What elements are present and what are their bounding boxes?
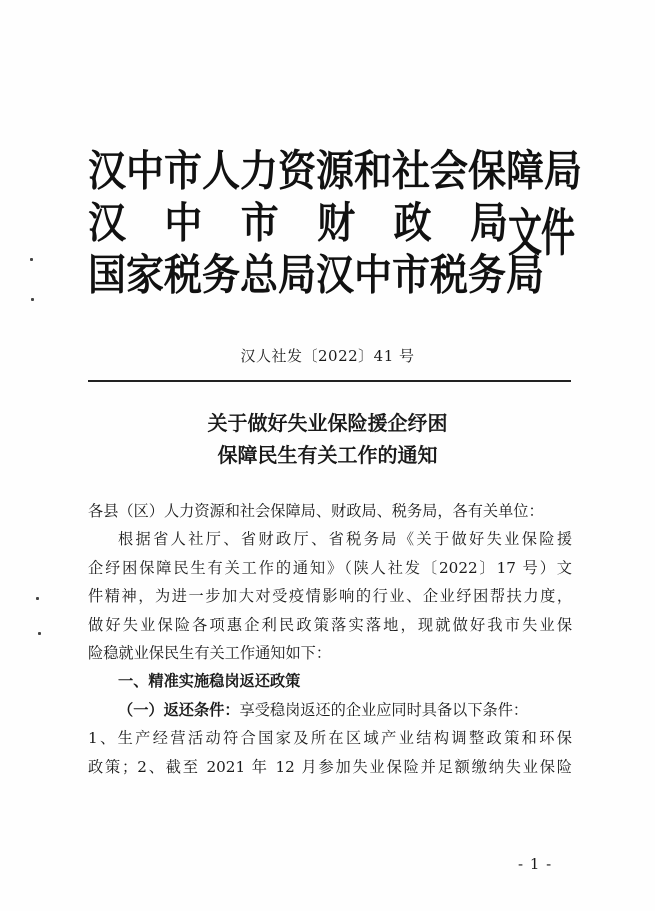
body-line: 做好失业保险各项惠企利民政策落实落地，现就做好我市失业保 — [88, 615, 572, 634]
issuer-char: 市 — [240, 198, 279, 248]
document-number: 汉人社发〔2022〕41 号 — [240, 347, 415, 365]
body-line: 根据省人社厅、省财政厅、省税务局《关于做好失业保险援 — [118, 530, 572, 549]
scan-speck — [30, 258, 33, 261]
issuer-char: 中 — [164, 198, 203, 248]
section-heading: 一、精准实施稳岗返还政策 — [118, 672, 301, 691]
issuer-char: 汉 — [88, 198, 127, 248]
body-line: 1、生产经营活动符合国家及所在区域产业结构调整政策和环保 — [88, 729, 572, 748]
header-divider — [88, 380, 571, 382]
item-label: （一）返还条件： — [118, 700, 240, 719]
body-line: 政策；2、截至 2021 年 12 月参加失业保险并足额缴纳失业保险 — [88, 757, 572, 776]
body-line: 企纾困保障民生有关工作的通知》（陕人社发〔2022〕17 号）文 — [88, 558, 572, 577]
body-line: 件精神，为进一步加大对受疫情影响的行业、企业纾困帮扶力度， — [88, 587, 572, 606]
item-line — [88, 696, 572, 724]
scan-speck — [31, 298, 34, 301]
body-line: 险稳就业保民生有关工作通知如下： — [88, 644, 331, 663]
document-body — [88, 497, 572, 781]
issuer-tax-bureau: 国家税务总局汉中市税务局 — [88, 250, 545, 300]
issuer-char: 政 — [393, 198, 432, 248]
title-line: 关于做好失业保险援企纾困 — [207, 411, 448, 435]
item-text: 享受稳岗返还的企业应同时具备以下条件： — [239, 700, 529, 719]
issuer-char: 局 — [469, 198, 508, 248]
issuer-char: 财 — [317, 198, 356, 248]
issuer-hr-bureau: 汉中市人力资源和社会保障局 — [88, 146, 583, 196]
scan-speck — [38, 632, 41, 635]
document-suffix: 文件 — [508, 204, 574, 264]
page-number: - 1 - — [518, 855, 553, 873]
issuer-finance-bureau — [88, 194, 508, 252]
title-line: 保障民生有关工作的通知 — [217, 443, 438, 467]
salutation: 各县（区）人力资源和社会保障局、财政局、税务局，各有关单位： — [88, 502, 544, 520]
scan-speck — [36, 597, 39, 600]
document-title — [0, 407, 655, 471]
